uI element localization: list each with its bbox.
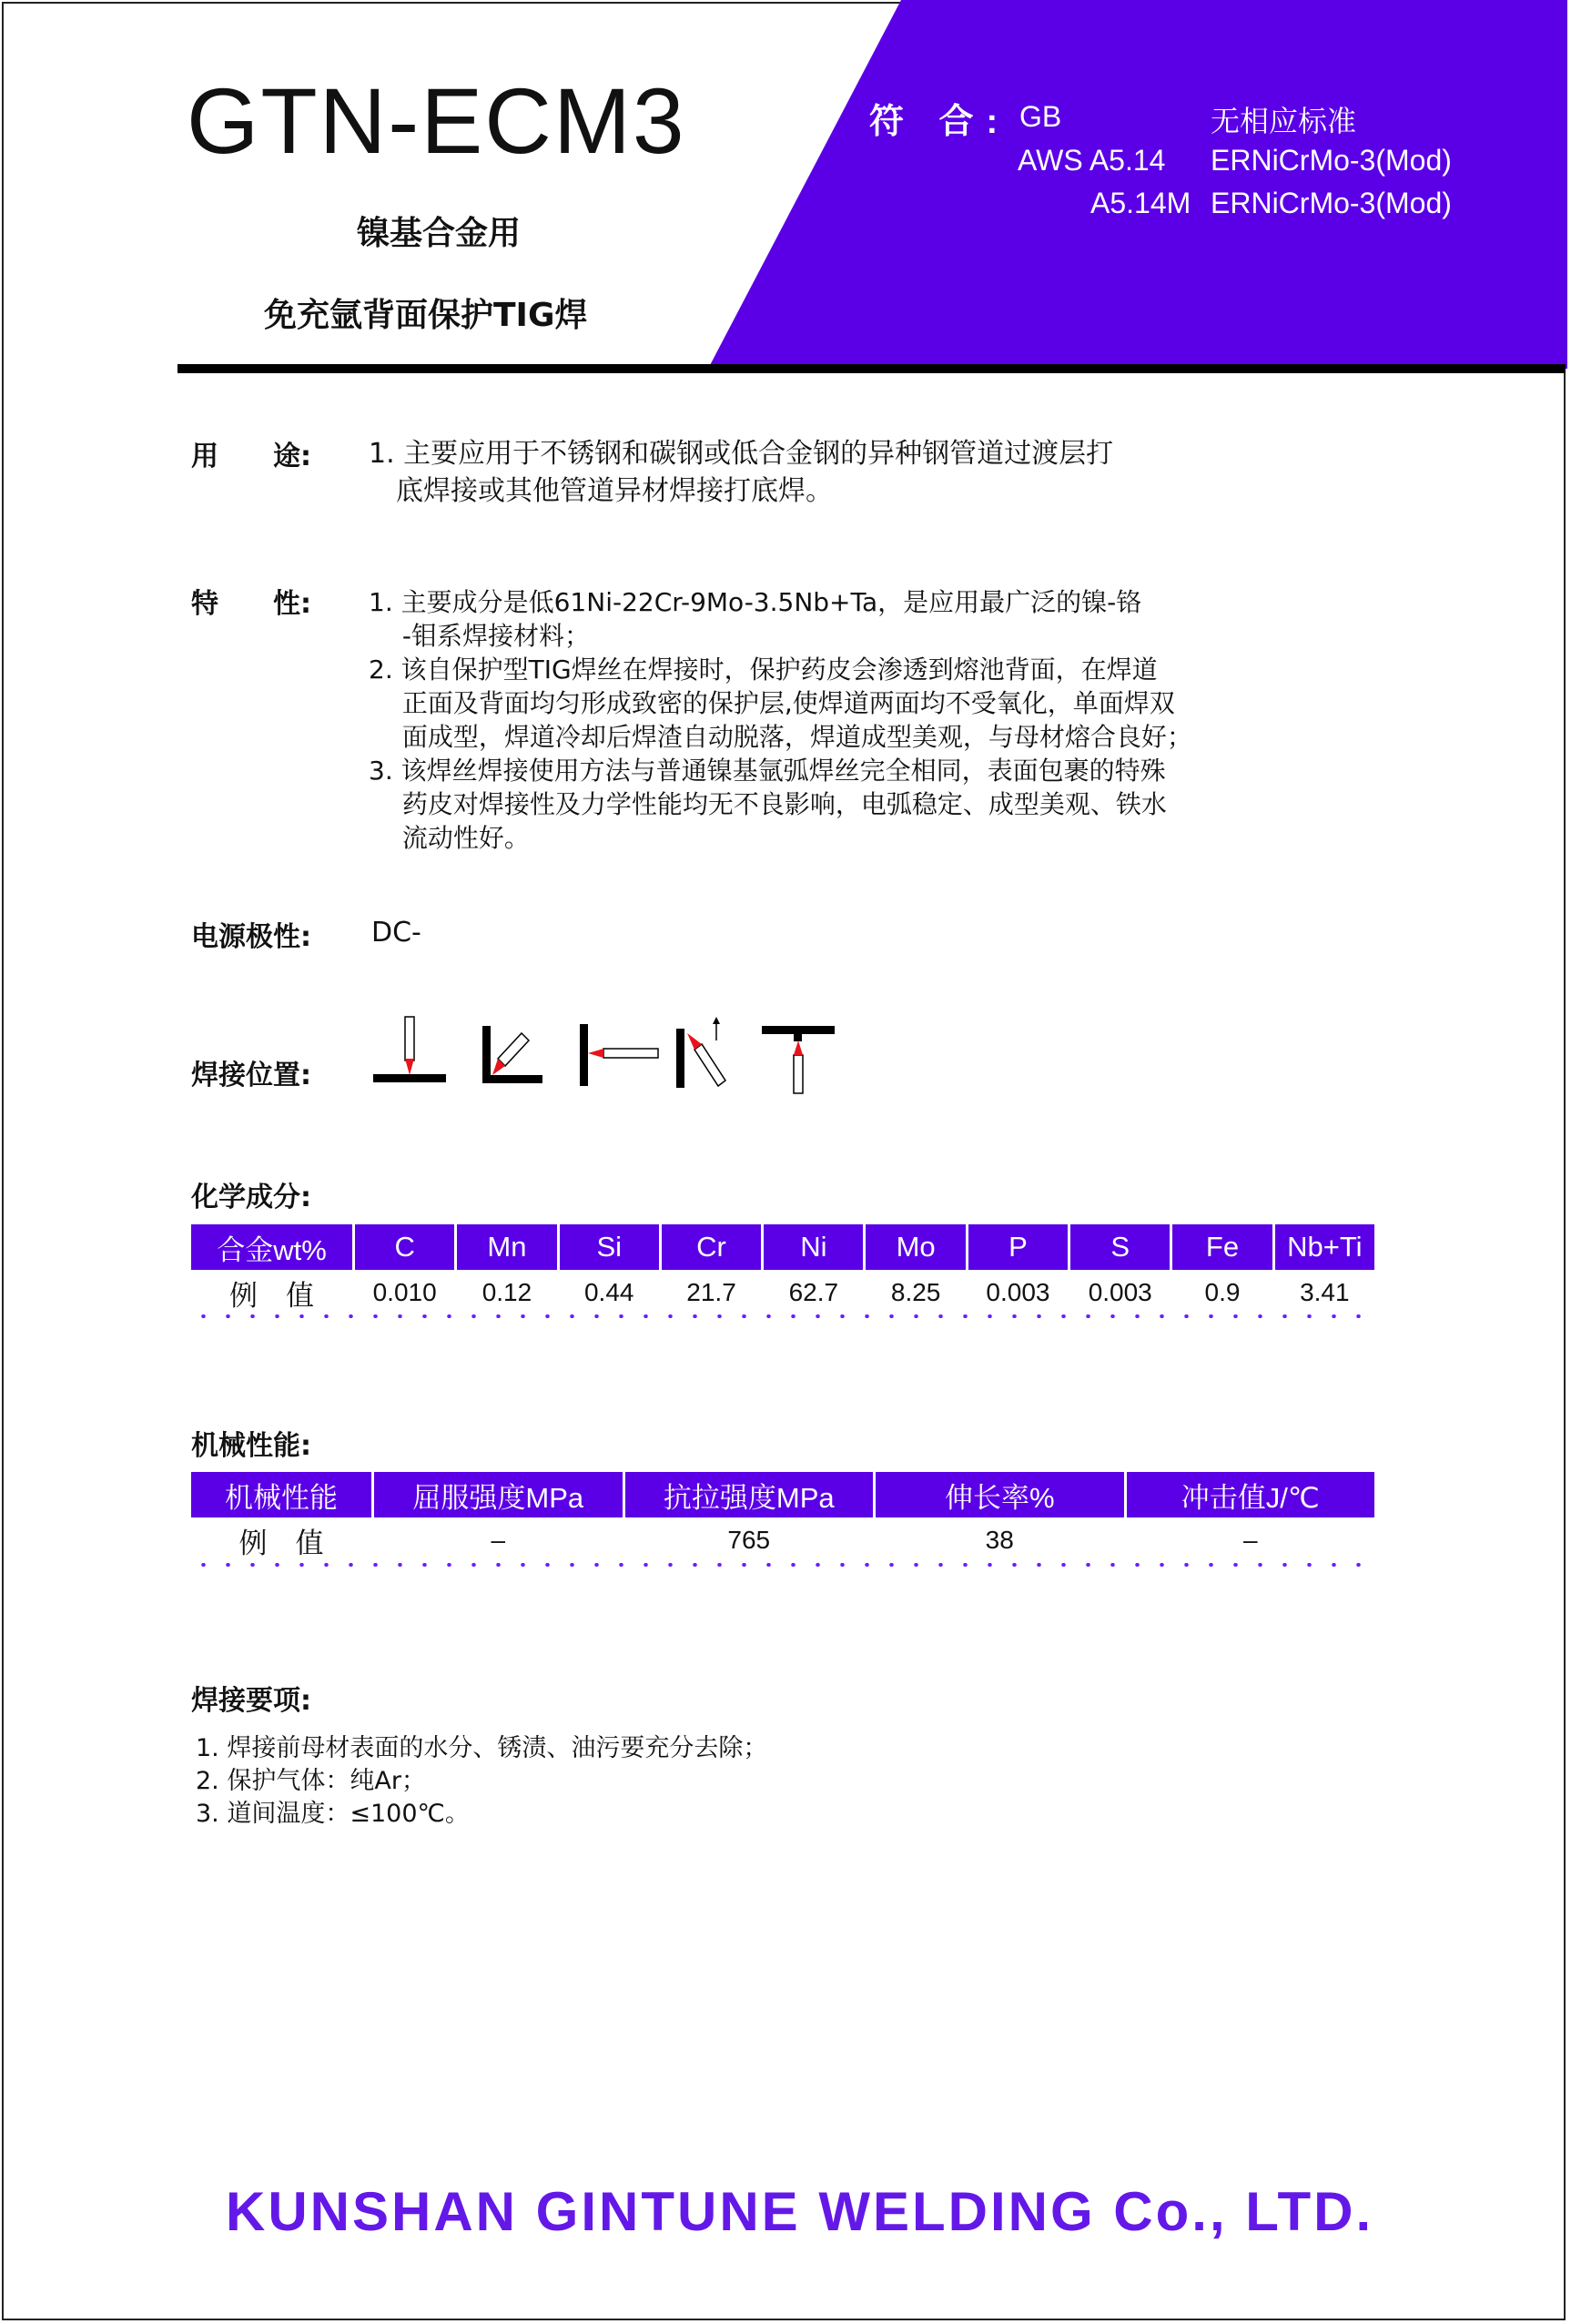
- product-code: GTN-ECM3: [187, 69, 686, 173]
- horizontal-position-icon: [580, 1024, 658, 1086]
- chemical-header-cell: 合金wt%: [191, 1224, 352, 1270]
- welding-note: 2. 保护气体：纯Ar；: [196, 1767, 426, 1795]
- features-line: 药皮对焊接性及力学性能均无不良影响，电弧稳定、成型美观、铁水: [369, 789, 1167, 819]
- table-row: [191, 1517, 1374, 1563]
- table-cell: 0.010: [372, 1278, 437, 1306]
- product-subtitle-2: 免充氩背面保护TIG焊: [264, 297, 588, 334]
- table-cell: 例 值: [229, 1279, 314, 1312]
- mechanical-header-cell: 伸长率%: [876, 1472, 1124, 1517]
- mechanical-header-cell: 冲击值J/℃: [1127, 1472, 1375, 1517]
- chemical-header-cell: C: [355, 1224, 454, 1270]
- features-line: 面成型，焊道冷却后焊渣自动脱落，焊道成型美观，与母材熔合良好；: [369, 722, 1192, 752]
- standard-spec-gb: 无相应标准: [1211, 105, 1357, 137]
- table-cell: 38: [985, 1526, 1014, 1554]
- mechanical-header-cell: 抗拉强度MPa: [625, 1472, 874, 1517]
- usage-line: 底焊接或其他管道异材焊接打底焊。: [369, 475, 833, 507]
- polarity-label: 电源极性:: [191, 921, 311, 953]
- mechanical-label: 机械性能:: [191, 1430, 311, 1462]
- table-cell: 0.44: [583, 1278, 634, 1306]
- welding-note: 3. 道间温度：≤100℃。: [196, 1800, 470, 1828]
- table-cell: –: [491, 1526, 506, 1554]
- features-line: 正面及背面均匀形成致密的保护层,使焊道两面均不受氧化，单面焊双: [369, 688, 1175, 718]
- flat-position-icon: [373, 1017, 446, 1082]
- chemical-header-cell: P: [968, 1224, 1068, 1270]
- usage-text: [369, 435, 1113, 510]
- chemical-header-cell: Mo: [866, 1224, 965, 1270]
- product-subtitle-1: 镍基合金用: [357, 215, 522, 252]
- table-cell: 8.25: [890, 1278, 941, 1306]
- standard-spec-awsm: ERNiCrMo-3(Mod): [1211, 187, 1452, 219]
- usage-line: 1. 主要应用于不锈钢和碳钢或低合金钢的异种钢管道过渡层打: [369, 438, 1114, 470]
- chemical-header-cell: S: [1070, 1224, 1170, 1270]
- standard-spec-aws: ERNiCrMo-3(Mod): [1211, 144, 1452, 177]
- overhead-position-icon: [762, 1026, 835, 1093]
- chemical-header-cell: Cr: [662, 1224, 761, 1270]
- features-label: 特 性:: [191, 588, 311, 620]
- chemical-header-cell: Si: [560, 1224, 659, 1270]
- mechanical-header-row: [191, 1472, 1374, 1517]
- mechanical-header-cell: 机械性能: [191, 1472, 371, 1517]
- standards-label: 符 合:: [869, 103, 1011, 141]
- chemical-label: 化学成分:: [191, 1182, 311, 1213]
- chemical-header-cell: Fe: [1172, 1224, 1272, 1270]
- mechanical-header-cell: 屈服强度MPa: [374, 1472, 623, 1517]
- features-line: 3. 该焊丝焊接使用方法与普通镍基氩弧焊丝完全相同，表面包裹的特殊: [369, 756, 1166, 786]
- dotted-divider: [191, 1563, 1374, 1567]
- welding-positions: [369, 1015, 842, 1097]
- company-name: KUNSHAN GINTUNE WELDING Co., LTD.: [226, 2181, 1374, 2242]
- usage-label: 用 途:: [191, 441, 311, 472]
- features-line: -钼系焊接材料；: [369, 621, 591, 651]
- table-cell: 3.41: [1300, 1278, 1350, 1306]
- features-line: 流动性好。: [369, 823, 530, 853]
- dotted-divider: [191, 1314, 1374, 1318]
- chemical-header-row: [191, 1224, 1374, 1270]
- header-rule: [177, 364, 1566, 373]
- table-cell: 21.7: [686, 1278, 736, 1306]
- features-line: 2. 该自保护型TIG焊丝在焊接时，保护药皮会渗透到熔池背面，在焊道: [369, 655, 1158, 685]
- purple-band: [708, 0, 1567, 369]
- table-cell: 62.7: [788, 1278, 839, 1306]
- table-row: [191, 1270, 1374, 1315]
- table-cell: –: [1242, 1526, 1258, 1554]
- horizontal-fillet-icon: [482, 1026, 542, 1083]
- positions-label: 焊接位置:: [191, 1060, 311, 1091]
- table-cell: 765: [727, 1526, 771, 1554]
- welding-note: 1. 焊接前母材表面的水分、锈渍、油污要充分去除；: [196, 1734, 768, 1762]
- table-cell: 0.12: [481, 1278, 532, 1306]
- standard-org-awsm: A5.14M: [1090, 187, 1191, 219]
- chemical-table: [188, 1224, 1377, 1315]
- table-cell: 0.9: [1204, 1278, 1241, 1306]
- chemical-header-cell: Nb+Ti: [1275, 1224, 1374, 1270]
- polarity-value: DC-: [371, 917, 421, 949]
- welding-notes-label: 焊接要项:: [191, 1685, 311, 1717]
- table-cell: 0.003: [986, 1278, 1050, 1306]
- chemical-header-cell: Mn: [457, 1224, 556, 1270]
- features-text: [369, 585, 1192, 855]
- vertical-up-icon: [676, 1017, 725, 1088]
- table-cell: 0.003: [1088, 1278, 1152, 1306]
- table-cell: 例 值: [238, 1527, 324, 1559]
- standard-org-gb: GB: [1019, 100, 1062, 133]
- standard-org-aws: AWS A5.14: [1018, 144, 1166, 177]
- features-line: 1. 主要成分是低61Ni-22Cr-9Mo-3.5Nb+Ta，是应用最广泛的镍-铬: [369, 587, 1142, 617]
- mechanical-table: [188, 1472, 1377, 1563]
- chemical-header-cell: Ni: [764, 1224, 863, 1270]
